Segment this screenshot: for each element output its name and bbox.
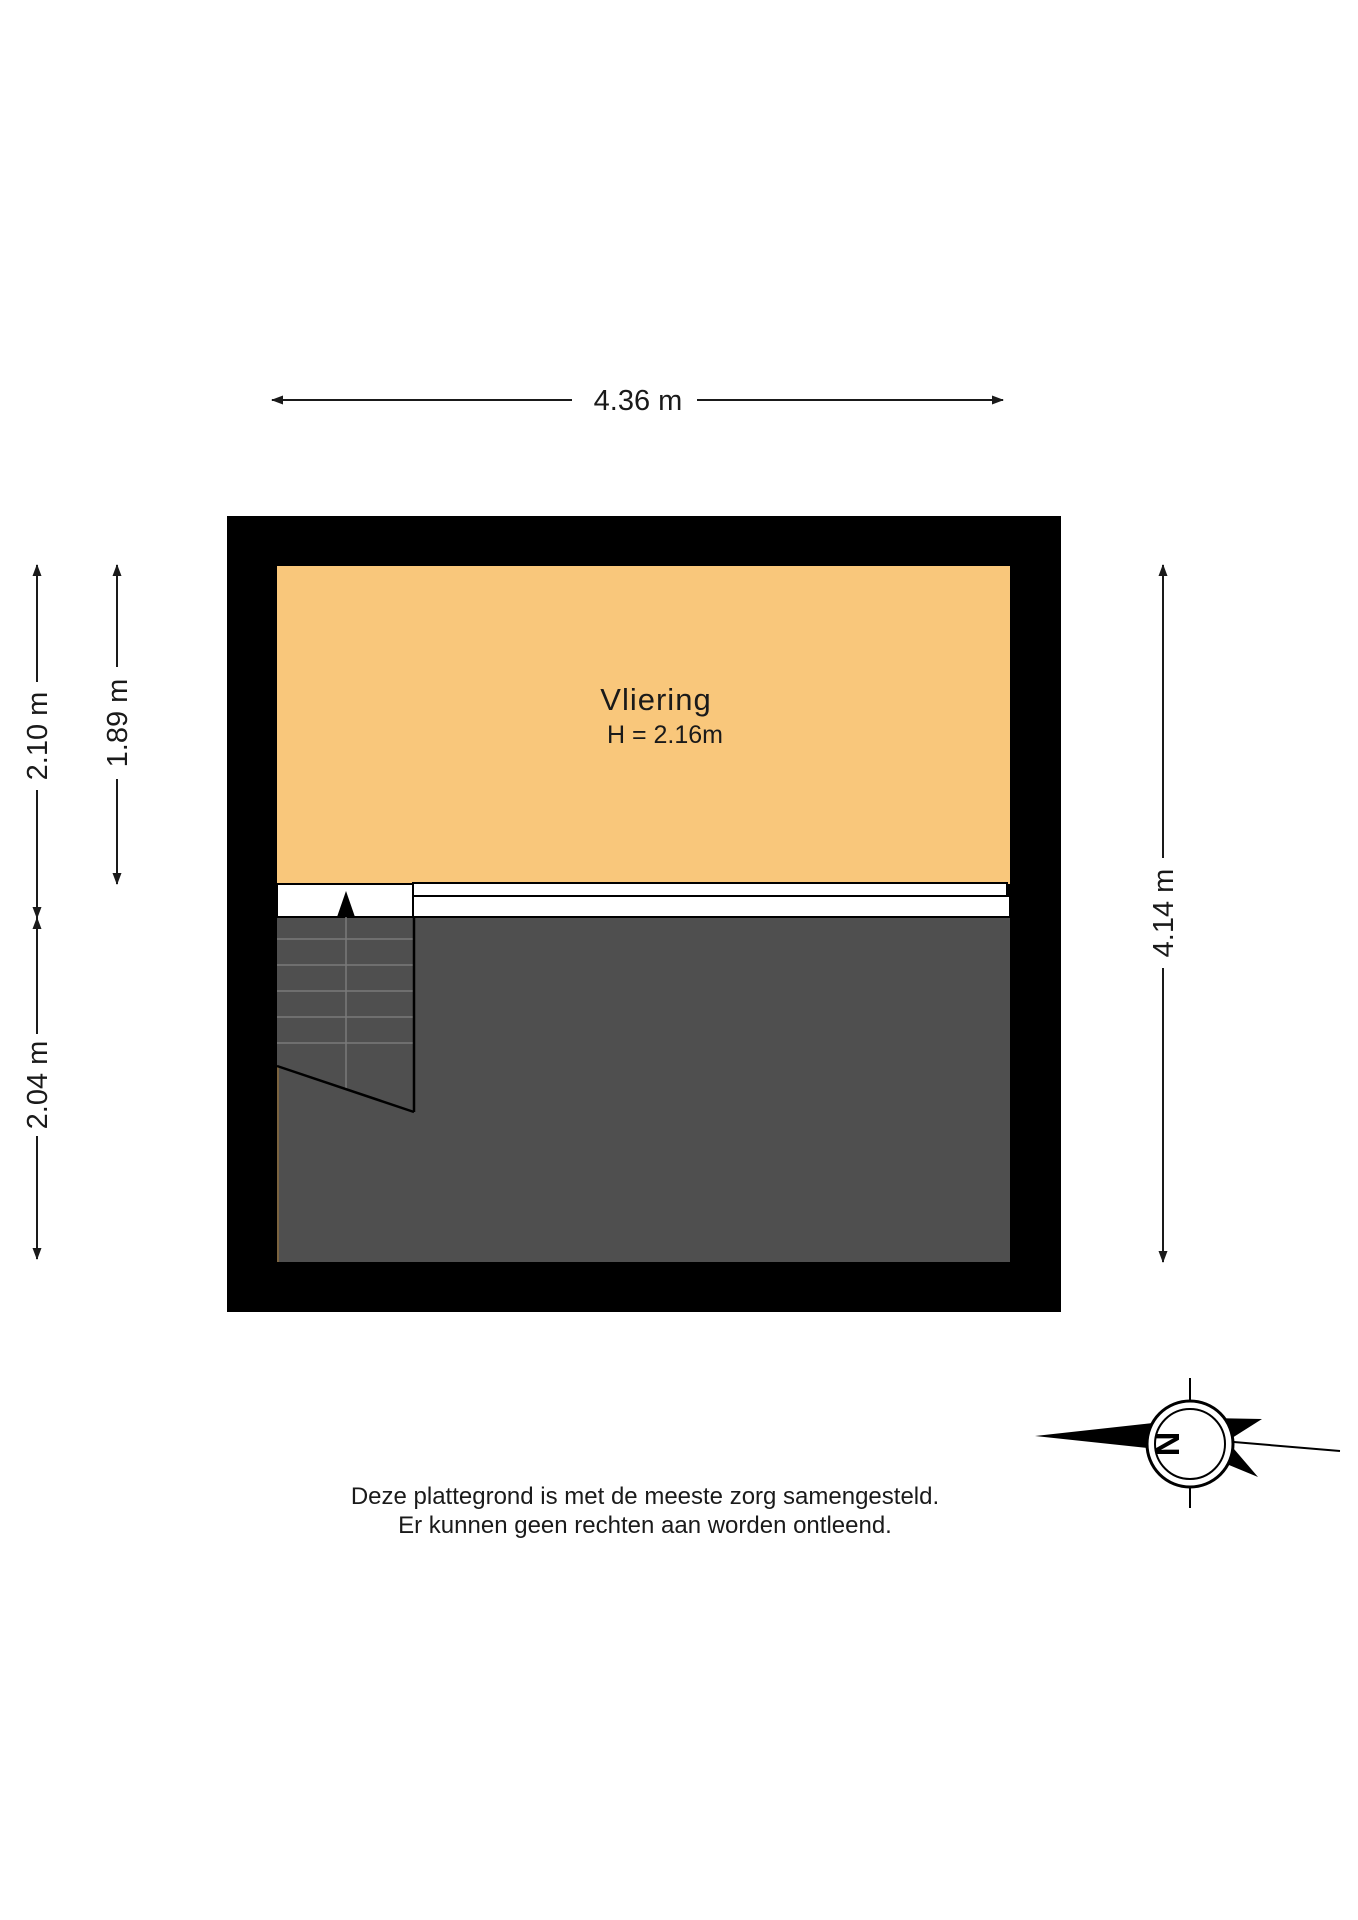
stair-void-area bbox=[277, 917, 1010, 1262]
room-name-label: Vliering bbox=[600, 682, 712, 717]
dimension-top-width bbox=[272, 385, 1003, 417]
railing-top bbox=[413, 883, 1007, 896]
dimension-left-inner bbox=[102, 565, 134, 884]
dimension-left-outer-label: 2.10 m bbox=[22, 691, 54, 781]
disclaimer bbox=[0, 1482, 1290, 1540]
dimension-left-lower bbox=[22, 918, 54, 1259]
disclaimer-line-2: Er kunnen geen rechten aan worden ontleend. bbox=[398, 1512, 892, 1539]
room-height-label: H = 2.16m bbox=[606, 721, 724, 749]
railing-bottom bbox=[413, 896, 1010, 917]
dimension-left-inner-label: 1.89 m bbox=[102, 678, 134, 768]
compass-north-label: N bbox=[1149, 1431, 1187, 1457]
dimension-right-height-label: 4.14 m bbox=[1148, 868, 1180, 958]
disclaimer-line-1: Deze plattegrond is met de meeste zorg samengesteld. bbox=[350, 1483, 940, 1510]
dimension-left-lower-label: 2.04 m bbox=[22, 1040, 54, 1130]
dimension-top-width-label: 4.36 m bbox=[593, 385, 683, 417]
dimension-right-height bbox=[1148, 565, 1180, 1262]
dimension-left-outer bbox=[22, 565, 54, 918]
